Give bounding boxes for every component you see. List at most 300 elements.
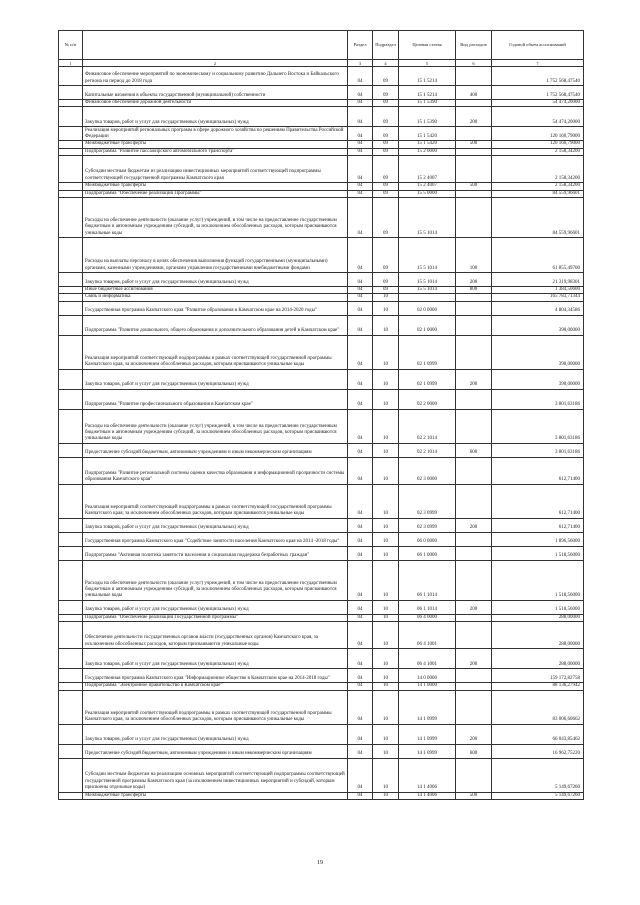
expense-type-cell [456, 190, 492, 197]
table-body [59, 67, 584, 800]
target-article-cell: 06 0 0000 [399, 532, 456, 546]
razdel-cell: 04 [348, 315, 373, 335]
expense-type-cell: 200 [456, 724, 492, 744]
razdel-cell: 04 [348, 560, 373, 600]
expense-type-cell [456, 294, 492, 301]
razdel-cell: 04 [348, 457, 373, 484]
target-article-cell: 06 4 1001 [399, 649, 456, 669]
razdel-cell: 04 [348, 443, 373, 457]
razdel-cell: 04 [348, 669, 373, 683]
amount-cell: 1 518,56000 [492, 560, 584, 600]
podrazdel-cell: 10 [373, 758, 399, 792]
item-name-cell: Государственная программа Камчатского края "Информационное общество в Камчатском крае на 2014-2018 годы" [83, 669, 348, 683]
target-article-cell: 06 4 1001 [399, 622, 456, 649]
row-number-cell [59, 546, 83, 560]
target-article-cell: 14 1 4006 [399, 792, 456, 799]
row-number-cell [59, 518, 83, 532]
row-number-cell [59, 669, 83, 683]
header-number: № п/п [59, 31, 83, 60]
podrazdel-cell: 10 [373, 457, 399, 484]
item-name-cell: Субсидии местным бюджетам из реализацию инвестиционных мероприятий соответствующей подпрограммы соответствующей государственной программы Камчатского края [83, 156, 348, 183]
row-number-cell [59, 443, 83, 457]
item-name-cell: Связь и информатика [83, 294, 348, 301]
podrazdel-cell: 10 [373, 690, 399, 724]
razdel-cell: 04 [348, 600, 373, 614]
row-number-cell [59, 273, 83, 287]
row-number-cell [59, 238, 83, 273]
target-article-cell: 14 1 4006 [399, 758, 456, 792]
table-row [59, 457, 584, 484]
amount-cell: 612,71400 [492, 484, 584, 518]
item-name-cell: Государственная программа Камчатского края "Содействие занятости населения Камчатского края на 2014 -2018 годы" [83, 532, 348, 546]
podrazdel-cell: 10 [373, 744, 399, 758]
razdel-cell: 04 [348, 369, 373, 389]
razdel-cell: 04 [348, 690, 373, 724]
amount-cell: 1 518,56000 [492, 600, 584, 614]
row-number-cell [59, 369, 83, 389]
table-row [59, 683, 584, 690]
table-row [59, 301, 584, 315]
expense-type-cell: 100 [456, 238, 492, 273]
razdel-cell: 04 [348, 649, 373, 669]
podrazdel-cell: 09 [373, 198, 399, 238]
item-name-cell: Реализация мероприятий соответствующей подпрограммы в рамках соответствующей государственной программы Камчатского края, за исключением обособленных расходов, которым присваиваются уникальные коды [83, 335, 348, 369]
expense-type-cell: 800 [456, 287, 492, 294]
item-name-cell: Реализация мероприятий региональных программ в сфере дорожного хозяйства по решениям Правительства Российской Федерации [83, 127, 348, 141]
target-article-cell: 15 1 5420 [399, 141, 456, 148]
expense-type-cell [456, 532, 492, 546]
target-article-cell: 14 0 0000 [399, 669, 456, 683]
target-article-cell: 06 1 1014 [399, 600, 456, 614]
target-article-cell: 06 4 0000 [399, 614, 456, 621]
row-number-cell [59, 649, 83, 669]
amount-cell: 390,00000 [492, 315, 584, 335]
item-name-cell: Межбюджетные трансферты [83, 141, 348, 148]
header-podrazdel: Подраздел [373, 31, 399, 60]
table-row [59, 614, 584, 621]
expense-type-cell [456, 622, 492, 649]
item-name-cell: Подпрограмма "Развитие профессионального образования в Камчатском крае" [83, 389, 348, 409]
expense-type-cell [456, 758, 492, 792]
amount-cell: 1 752 568,47540 [492, 67, 584, 86]
target-article-cell: 02 3 0000 [399, 457, 456, 484]
razdel-cell: 04 [348, 758, 373, 792]
expense-type-cell [456, 457, 492, 484]
row-number-cell [59, 301, 83, 315]
target-article-cell: 02 2 0000 [399, 389, 456, 409]
expense-type-cell: 200 [456, 369, 492, 389]
razdel-cell: 04 [348, 190, 373, 197]
podrazdel-cell: 10 [373, 614, 399, 621]
target-article-cell: 14 1 0999 [399, 690, 456, 724]
amount-cell: 5 149,67260 [492, 758, 584, 792]
target-article-cell: 15 5 1014 [399, 273, 456, 287]
table-row [59, 669, 584, 683]
razdel-cell: 04 [348, 546, 373, 560]
target-article-cell: 15 5 1014 [399, 198, 456, 238]
target-article-cell: 15 1 5420 [399, 127, 456, 141]
row-number-cell [59, 190, 83, 197]
table-row [59, 190, 584, 197]
column-number: 6 [456, 60, 492, 67]
row-number-cell [59, 560, 83, 600]
razdel-cell: 04 [348, 273, 373, 287]
item-name-cell: Подпрограмма "Активная политика занятости населения и социальная поддержка безработных граждан" [83, 546, 348, 560]
podrazdel-cell: 09 [373, 86, 399, 100]
table-row [59, 67, 584, 86]
amount-cell: 612,71400 [492, 518, 584, 532]
item-name-cell: Предоставление субсидий бюджетным, автономным учреждениям и иным некоммерческим организациям [83, 744, 348, 758]
column-number-row [59, 60, 584, 67]
item-name-cell: Реализация мероприятий соответствующей подпрограммы в рамках соответствующей государственной программы Камчатского края, за исключением обособленных расходов, которым присваиваются уникальные коды [83, 484, 348, 518]
expense-type-cell [456, 301, 492, 315]
table-row [59, 532, 584, 546]
amount-cell: 390,00000 [492, 335, 584, 369]
row-number-cell [59, 198, 83, 238]
row-number-cell [59, 183, 83, 190]
razdel-cell: 04 [348, 518, 373, 532]
expense-type-cell [456, 315, 492, 335]
table-row [59, 156, 584, 183]
table-row [59, 148, 584, 155]
podrazdel-cell: 09 [373, 127, 399, 141]
expense-type-cell [456, 409, 492, 443]
item-name-cell: Закупка товаров, работ и услуг для государственных (муниципальных) нужд [83, 107, 348, 127]
item-name-cell: Финансовое обеспечение мероприятий по экономическому и социальному развитию Дальнего Востока и Байкальского региона на период до 2018 года [83, 67, 348, 86]
podrazdel-cell: 09 [373, 183, 399, 190]
row-number-cell [59, 141, 83, 148]
target-article-cell: 15 5 0000 [399, 190, 456, 197]
expense-type-cell: 600 [456, 443, 492, 457]
razdel-cell: 04 [348, 294, 373, 301]
item-name-cell: Закупка товаров, работ и услуг для государственных (муниципальных) нужд [83, 273, 348, 287]
table-row [59, 107, 584, 127]
podrazdel-cell: 09 [373, 287, 399, 294]
column-number: 1 [59, 60, 83, 67]
table-row [59, 335, 584, 369]
column-number: 5 [399, 60, 456, 67]
target-article-cell: 02 1 0000 [399, 315, 456, 335]
header-expense-type: Вид расходов [456, 31, 492, 60]
podrazdel-cell: 10 [373, 301, 399, 315]
podrazdel-cell: 09 [373, 100, 399, 107]
podrazdel-cell: 09 [373, 190, 399, 197]
razdel-cell: 04 [348, 67, 373, 86]
razdel-cell: 04 [348, 183, 373, 190]
razdel-cell: 04 [348, 141, 373, 148]
table-row [59, 744, 584, 758]
expense-type-cell: 200 [456, 518, 492, 532]
item-name-cell: Субсидии местным бюджетам на реализацию основных мероприятий соответствующей подпрограммы соответствующей государственной программы Камчатского края (за исключением инвестиционных мероприятий и субсидий, которым присвоены отдельные коды) [83, 758, 348, 792]
razdel-cell: 04 [348, 614, 373, 621]
podrazdel-cell: 10 [373, 792, 399, 799]
row-number-cell [59, 409, 83, 443]
amount-cell: 66 043,85462 [492, 724, 584, 744]
podrazdel-cell: 09 [373, 67, 399, 86]
amount-cell: 2 158,34200 [492, 156, 584, 183]
amount-cell: 54 474,20000 [492, 107, 584, 127]
amount-cell: 5 149,67260 [492, 792, 584, 799]
item-name-cell: Предоставление субсидий бюджетным, автономным учреждениям и иным некоммерческим организациям [83, 443, 348, 457]
target-article-cell: 15 2 4007 [399, 183, 456, 190]
razdel-cell: 04 [348, 409, 373, 443]
item-name-cell: Подпрограмма "Развитие региональной системы оценки качества образования и информационной прозрачности системы образования Камчатского края" [83, 457, 348, 484]
podrazdel-cell: 10 [373, 335, 399, 369]
expense-type-cell: 500 [456, 792, 492, 799]
podrazdel-cell: 09 [373, 107, 399, 127]
amount-cell: 61 855,49700 [492, 238, 584, 273]
table-row [59, 560, 584, 600]
row-number-cell [59, 457, 83, 484]
item-name-cell: Подпрограмма "Развитие дошкольного, общего образования и дополнительного образования детей в Камчатском крае" [83, 315, 348, 335]
row-number-cell [59, 335, 83, 369]
amount-cell: 2 158,34200 [492, 148, 584, 155]
target-article-cell: 15 1 5214 [399, 86, 456, 100]
amount-cell: 54 474,20000 [492, 100, 584, 107]
expense-type-cell: 500 [456, 183, 492, 190]
target-article-cell: 02 1 0999 [399, 369, 456, 389]
razdel-cell: 04 [348, 287, 373, 294]
podrazdel-cell: 09 [373, 273, 399, 287]
target-article-cell: 15 5 1014 [399, 287, 456, 294]
item-name-cell: Расходы на обеспечение деятельности (оказание услуг) учреждений, в том числе на предоставление государственным бюджетным и автономным учреждениям субсидий, за исключением обособленных расходов, которым присваиваются уникальные коды [83, 560, 348, 600]
expense-type-cell: 400 [456, 86, 492, 100]
target-article-cell: 15 2 4007 [399, 156, 456, 183]
podrazdel-cell: 10 [373, 409, 399, 443]
target-article-cell: 02 3 0999 [399, 518, 456, 532]
expense-type-cell [456, 546, 492, 560]
target-article-cell: 06 1 1014 [399, 560, 456, 600]
item-name-cell: Подпрограмма "Развитие пассажирского автомобильного транспорта" [83, 148, 348, 155]
podrazdel-cell: 10 [373, 669, 399, 683]
row-number-cell [59, 724, 83, 744]
row-number-cell [59, 127, 83, 141]
expense-type-cell [456, 484, 492, 518]
target-article-cell: 14 1 0999 [399, 724, 456, 744]
item-name-cell: Расходы на обеспечение деятельности (оказание услуг) учреждений, в том числе на предоставление государственным бюджетным и автономным учреждениям субсидий, за исключением обособленных расходов, которым присваиваются уникальные коды [83, 409, 348, 443]
row-number-cell [59, 614, 83, 621]
podrazdel-cell: 10 [373, 389, 399, 409]
razdel-cell: 04 [348, 127, 373, 141]
amount-cell: 83 006,60662 [492, 690, 584, 724]
amount-cell: 1 518,56000 [492, 546, 584, 560]
amount-cell: 1 896,56000 [492, 532, 584, 546]
podrazdel-cell: 10 [373, 649, 399, 669]
expense-type-cell: 200 [456, 107, 492, 127]
header-name [83, 31, 348, 60]
razdel-cell: 04 [348, 792, 373, 799]
table-row [59, 273, 584, 287]
item-name-cell: Закупка товаров, работ и услуг для государственных (муниципальных) нужд [83, 649, 348, 669]
amount-cell: 165 783,71344 [492, 294, 584, 301]
podrazdel-cell: 09 [373, 141, 399, 148]
expense-type-cell [456, 198, 492, 238]
amount-cell: 3 801,63186 [492, 443, 584, 457]
row-number-cell [59, 600, 83, 614]
table-row [59, 100, 584, 107]
amount-cell: 1 384,50600 [492, 287, 584, 294]
item-name-cell: Иные бюджетные ассигнования [83, 287, 348, 294]
amount-cell: 3 801,63186 [492, 389, 584, 409]
target-article-cell: 06 1 0000 [399, 546, 456, 560]
podrazdel-cell: 10 [373, 600, 399, 614]
podrazdel-cell: 10 [373, 724, 399, 744]
podrazdel-cell: 10 [373, 546, 399, 560]
expense-type-cell [456, 127, 492, 141]
table-row [59, 622, 584, 649]
budget-table [58, 30, 584, 800]
amount-cell: 288,00000 [492, 649, 584, 669]
row-number-cell [59, 622, 83, 649]
podrazdel-cell: 09 [373, 148, 399, 155]
table-row [59, 287, 584, 294]
header-target-article: Целевая статья [399, 31, 456, 60]
expense-type-cell [456, 100, 492, 107]
row-number-cell [59, 690, 83, 724]
target-article-cell: 15 2 0000 [399, 148, 456, 155]
podrazdel-cell: 09 [373, 238, 399, 273]
table-row [59, 369, 584, 389]
expense-type-cell [456, 389, 492, 409]
target-article-cell: 02 0 0000 [399, 301, 456, 315]
item-name-cell: Подпрограмма "Обеспечение реализации Государственной программы" [83, 614, 348, 621]
razdel-cell: 04 [348, 100, 373, 107]
item-name-cell: Закупка товаров, работ и услуг для государственных (муниципальных) нужд [83, 724, 348, 744]
table-row [59, 127, 584, 141]
expense-type-cell [456, 148, 492, 155]
razdel-cell: 04 [348, 622, 373, 649]
row-number-cell [59, 389, 83, 409]
podrazdel-cell: 10 [373, 518, 399, 532]
row-number-cell [59, 156, 83, 183]
razdel-cell: 04 [348, 86, 373, 100]
amount-cell: 612,71400 [492, 457, 584, 484]
podrazdel-cell: 10 [373, 369, 399, 389]
item-name-cell: Государственная программа Камчатского края "Развитие образования в Камчатском крае на 2014-2020 годы" [83, 301, 348, 315]
row-number-cell [59, 683, 83, 690]
row-number-cell [59, 744, 83, 758]
item-name-cell: Подпрограмма "Электронное правительство в Камчатском крае" [83, 683, 348, 690]
item-name-cell: Подпрограмма "Обеспечение реализации Программы" [83, 190, 348, 197]
column-number: 4 [373, 60, 399, 67]
target-article-cell: 15 5 1014 [399, 238, 456, 273]
row-number-cell [59, 148, 83, 155]
target-article-cell: 15 1 5214 [399, 67, 456, 86]
target-article-cell: 15 1 5390 [399, 107, 456, 127]
amount-cell: 88 136,27942 [492, 683, 584, 690]
amount-cell: 390,00000 [492, 369, 584, 389]
amount-cell: 120 160,79000 [492, 141, 584, 148]
razdel-cell: 04 [348, 389, 373, 409]
row-number-cell [59, 86, 83, 100]
razdel-cell: 04 [348, 198, 373, 238]
row-number-cell [59, 315, 83, 335]
target-article-cell: 02 1 0999 [399, 335, 456, 369]
table-row [59, 546, 584, 560]
amount-cell: 21 319,98301 [492, 273, 584, 287]
header-annual-amount: Годовой объем ассигнований [492, 31, 584, 60]
amount-cell: 1 752 568,47540 [492, 86, 584, 100]
amount-cell: 288,00000 [492, 614, 584, 621]
item-name-cell: Финансовое обеспечение дорожной деятельности [83, 100, 348, 107]
row-number-cell [59, 758, 83, 792]
razdel-cell: 04 [348, 683, 373, 690]
table-row [59, 724, 584, 744]
row-number-cell [59, 532, 83, 546]
amount-cell: 120 160,79000 [492, 127, 584, 141]
table-row [59, 389, 584, 409]
razdel-cell: 04 [348, 532, 373, 546]
table-row [59, 690, 584, 724]
podrazdel-cell: 10 [373, 443, 399, 457]
target-article-cell: 02 2 1014 [399, 409, 456, 443]
table-row [59, 649, 584, 669]
expense-type-cell: 200 [456, 273, 492, 287]
table-row [59, 409, 584, 443]
target-article-cell: 14 1 0000 [399, 683, 456, 690]
table-row [59, 792, 584, 799]
document-page [58, 30, 583, 800]
table-header-row [59, 31, 584, 60]
table-row [59, 294, 584, 301]
table-row [59, 484, 584, 518]
target-article-cell: 15 1 5390 [399, 100, 456, 107]
row-number-cell [59, 484, 83, 518]
target-article-cell [399, 294, 456, 301]
table-row [59, 238, 584, 273]
expense-type-cell: 600 [456, 744, 492, 758]
expense-type-cell [456, 669, 492, 683]
expense-type-cell: 500 [456, 141, 492, 148]
column-number: 2 [83, 60, 348, 67]
column-number: 3 [348, 60, 373, 67]
header-razdel: Раздел [348, 31, 373, 60]
item-name-cell: Закупка товаров, работ и услуг для государственных (муниципальных) нужд [83, 518, 348, 532]
razdel-cell: 04 [348, 156, 373, 183]
expense-type-cell [456, 690, 492, 724]
expense-type-cell [456, 560, 492, 600]
column-number: 7 [492, 60, 584, 67]
podrazdel-cell: 10 [373, 560, 399, 600]
amount-cell: 84 559,96601 [492, 198, 584, 238]
table-row [59, 518, 584, 532]
table-row [59, 141, 584, 148]
row-number-cell [59, 792, 83, 799]
expense-type-cell: 200 [456, 649, 492, 669]
amount-cell: 288,00000 [492, 622, 584, 649]
table-row [59, 600, 584, 614]
expense-type-cell [456, 614, 492, 621]
razdel-cell: 04 [348, 301, 373, 315]
table-row [59, 198, 584, 238]
item-name-cell: Расходы на выплаты персоналу в целях обеспечения выполнения функций государственными (муниципальными) органами, казенными учреждениями, органами управления государственными внебюджетными фондами [83, 238, 348, 273]
expense-type-cell [456, 67, 492, 86]
target-article-cell: 14 1 0999 [399, 744, 456, 758]
item-name-cell: Межбюджетные трансферты [83, 792, 348, 799]
row-number-cell [59, 107, 83, 127]
expense-type-cell: 200 [456, 600, 492, 614]
amount-cell: 84 559,96601 [492, 190, 584, 197]
expense-type-cell [456, 156, 492, 183]
amount-cell: 2 158,34200 [492, 183, 584, 190]
page-number: 19 [317, 860, 323, 866]
table-row [59, 758, 584, 792]
table-row [59, 183, 584, 190]
table-row [59, 443, 584, 457]
razdel-cell: 04 [348, 335, 373, 369]
amount-cell: 16 962,75220 [492, 744, 584, 758]
amount-cell: 159 172,82758 [492, 669, 584, 683]
